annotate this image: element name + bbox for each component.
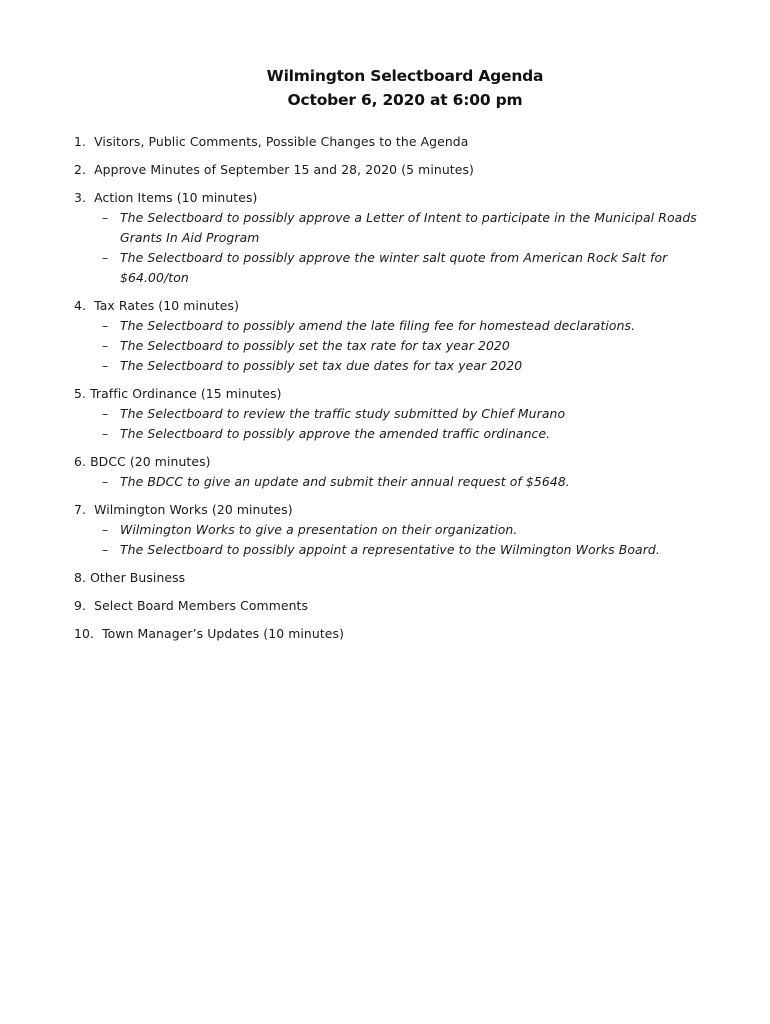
agenda-item-number: 9. [74, 598, 87, 613]
agenda-item [74, 295, 734, 376]
agenda-item-heading [74, 131, 734, 152]
agenda-subitem-text: $64.00/ton [120, 270, 189, 285]
agenda-item-title: Action Items (10 minutes) [94, 190, 258, 205]
agenda-item-heading [74, 295, 734, 316]
meeting-date: October 6, 2020 at 6:00 pm [287, 91, 523, 109]
agenda-header [0, 64, 770, 112]
agenda-item-heading [74, 187, 734, 208]
agenda-subitem [74, 336, 734, 356]
dash-bullet: – [102, 358, 109, 373]
agenda-item-number: 1. [74, 134, 87, 149]
agenda-item [74, 623, 734, 644]
agenda-subitem-text: The Selectboard to possibly approve the winter salt quote from American Rock Salt for [120, 250, 668, 265]
spacer [86, 598, 94, 613]
agenda-item-heading [74, 623, 734, 644]
agenda-item [74, 187, 734, 288]
spacer [86, 162, 94, 177]
dash-bullet: – [102, 318, 109, 333]
agenda-subitem-text: The Selectboard to possibly set the tax rate for tax year 2020 [120, 338, 510, 353]
dash-bullet: – [102, 406, 109, 421]
agenda-subitem [74, 316, 734, 336]
agenda-item-number: 7. [74, 502, 87, 517]
spacer [86, 502, 94, 517]
agenda-item-heading [74, 159, 734, 180]
dash-bullet: – [102, 474, 109, 489]
agenda-subitem [74, 208, 734, 228]
agenda-item-number: 8. [74, 570, 87, 585]
agenda-item-heading [74, 567, 734, 588]
spacer [86, 190, 94, 205]
agenda-subitem-text: The Selectboard to possibly appoint a representative to the Wilmington Works Board. [120, 542, 660, 557]
agenda-item-number: 10. [74, 626, 95, 641]
agenda-subitem-text: Wilmington Works to give a presentation on their organization. [120, 522, 518, 537]
agenda-item-title: Approve Minutes of September 15 and 28, 2020 (5 minutes) [94, 162, 474, 177]
dash-bullet: – [102, 210, 109, 225]
agenda-item-number: 4. [74, 298, 87, 313]
dash-bullet: – [102, 522, 109, 537]
agenda-subitem [74, 540, 734, 560]
agenda-item-title: Tax Rates (10 minutes) [94, 298, 240, 313]
agenda-subitem [74, 228, 734, 248]
agenda-item-heading [74, 499, 734, 520]
dash-bullet: – [102, 542, 109, 557]
agenda-subitem-text: Grants In Aid Program [120, 230, 260, 245]
agenda-subitem [74, 424, 734, 444]
agenda-item [74, 159, 734, 180]
agenda-item-title: Wilmington Works (20 minutes) [94, 502, 293, 517]
dash-bullet: – [102, 250, 109, 265]
agenda-item-heading [74, 383, 734, 404]
agenda-subitem-text: The Selectboard to possibly set tax due dates for tax year 2020 [120, 358, 523, 373]
agenda-item [74, 383, 734, 444]
agenda-item-number: 6. [74, 454, 87, 469]
agenda-subitem-text: The Selectboard to possibly amend the late filing fee for homestead declarations. [120, 318, 636, 333]
agenda-subitem [74, 248, 734, 268]
agenda-subitem [74, 472, 734, 492]
agenda-subitem-text: The BDCC to give an update and submit their annual request of $5648. [120, 474, 570, 489]
agenda-item-title: BDCC (20 minutes) [90, 454, 211, 469]
agenda-item [74, 131, 734, 152]
agenda-subitem-text: The Selectboard to possibly approve the amended traffic ordinance. [120, 426, 551, 441]
agenda-item [74, 499, 734, 560]
agenda-item-title: Town Manager’s Updates (10 minutes) [102, 626, 345, 641]
agenda-subitem [74, 356, 734, 376]
agenda-item [74, 451, 734, 492]
agenda-item-title: Other Business [90, 570, 186, 585]
agenda-list [74, 131, 734, 651]
agenda-item-title: Visitors, Public Comments, Possible Changes to the Agenda [94, 134, 469, 149]
agenda-item-heading [74, 595, 734, 616]
agenda-item-title: Traffic Ordinance (15 minutes) [90, 386, 282, 401]
agenda-item-title: Select Board Members Comments [94, 598, 309, 613]
agenda-item [74, 595, 734, 616]
agenda-item-number: 3. [74, 190, 87, 205]
agenda-subitem-text: The Selectboard to possibly approve a Letter of Intent to participate in the Municipal Roads [120, 210, 697, 225]
spacer [86, 134, 94, 149]
spacer [86, 298, 94, 313]
dash-bullet: – [102, 426, 109, 441]
agenda-subitem-text: The Selectboard to review the traffic study submitted by Chief Murano [120, 406, 566, 421]
agenda-subitem [74, 268, 734, 288]
dash-bullet: – [102, 338, 109, 353]
spacer [94, 626, 102, 641]
agenda-subitem [74, 404, 734, 424]
agenda-item-number: 5. [74, 386, 87, 401]
agenda-item-number: 2. [74, 162, 87, 177]
agenda-item-heading [74, 451, 734, 472]
agenda-item [74, 567, 734, 588]
agenda-title: Wilmington Selectboard Agenda [266, 67, 544, 85]
agenda-subitem [74, 520, 734, 540]
